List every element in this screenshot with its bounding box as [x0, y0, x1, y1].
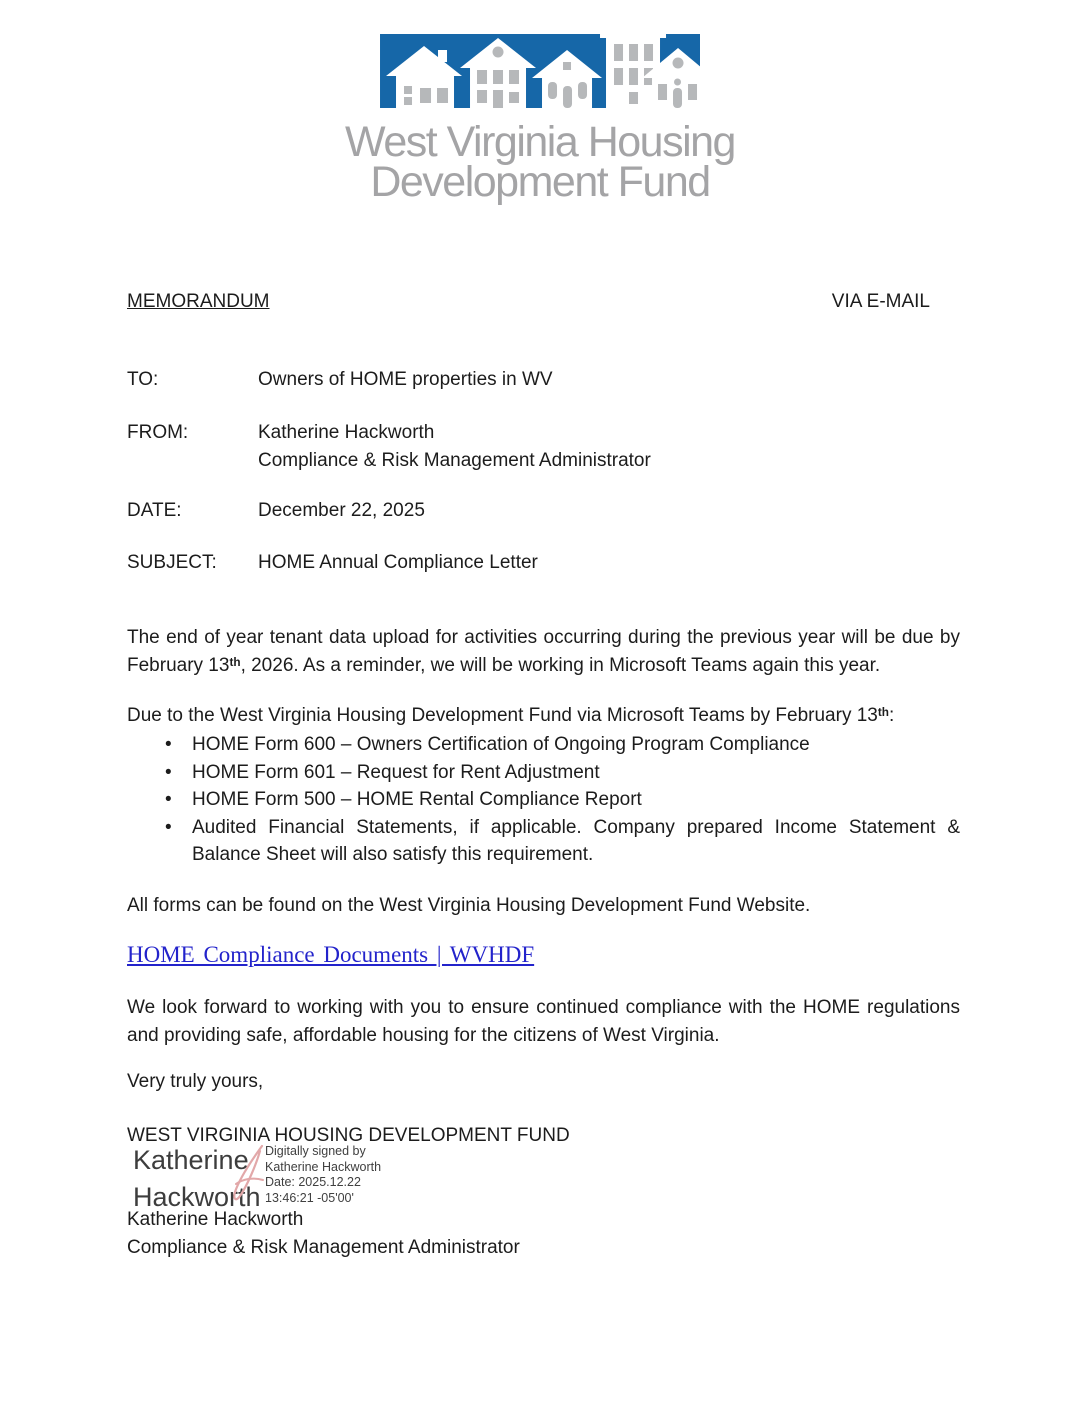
list-item: • Audited Financial Statements, if applicable. Company prepared Income Statement & Balance Sheet will also satisfy this requirement. [127, 814, 960, 869]
paragraph-due-items-colon: : [888, 705, 895, 726]
signature-display-name-line2: Hackworth [133, 1182, 261, 1212]
list-item: • HOME Form 601 – Request for Rent Adjustment [127, 759, 960, 787]
to-label: TO: [127, 369, 159, 390]
from-title: Compliance & Risk Management Administrator [258, 450, 651, 471]
signature-details [265, 1144, 381, 1206]
to-row [127, 366, 960, 394]
ordinal-superscript: th [229, 655, 241, 669]
logo-wordmark-line1: West Virginia Housing [345, 118, 735, 166]
subject-row [127, 549, 960, 577]
subject-label: SUBJECT: [127, 552, 217, 573]
signature-display-name-line1: Katherine [133, 1145, 249, 1175]
paragraph-deadline-text-cont: , 2026. As a reminder, we will be working in Microsoft Teams again this year. [240, 655, 881, 676]
wvhdf-logo [345, 30, 735, 206]
to-value: Owners of HOME properties in WV [258, 369, 553, 390]
houses-skyline-icon [380, 30, 700, 110]
valediction: Very truly yours, [127, 1071, 264, 1092]
home-compliance-documents-link[interactable]: HOME Compliance Documents | WVHDF [127, 942, 535, 967]
signature-details-line: Date: 2025.12.22 [265, 1175, 361, 1189]
from-name: Katherine Hackworth [258, 422, 435, 443]
paragraph-deadline-text: The end of year tenant data upload for activities occurring during the previous year will be due by February 13 [127, 627, 960, 676]
date-row [127, 497, 960, 525]
date-value: December 22, 2025 [258, 500, 425, 521]
date-label: DATE: [127, 500, 182, 521]
digital-signature-block [127, 1142, 960, 1212]
logo-wordmark [345, 118, 735, 206]
subject-value: HOME Annual Compliance Letter [258, 552, 538, 573]
acrobat-signature-flourish-icon [230, 1143, 268, 1207]
forms-location-note: All forms can be found on the West Virginia Housing Development Fund Website. [127, 895, 811, 916]
signature-details-line: Digitally signed by [265, 1144, 366, 1158]
paragraph-due-items-text: Due to the West Virginia Housing Development Fund via Microsoft Teams by February 13 [127, 705, 878, 726]
required-forms-list [127, 731, 960, 869]
paragraph-deadline [127, 624, 960, 682]
from-row [127, 419, 960, 475]
closing-paragraph: We look forward to working with you to ensure continued compliance with the HOME regulations and providing safe, affordable housing for the citizens of West Virginia. [127, 997, 960, 1046]
ordinal-superscript: th [877, 705, 889, 719]
paragraph-due-items [127, 702, 960, 732]
from-label: FROM: [127, 422, 189, 443]
list-item: • HOME Form 500 – HOME Rental Compliance Report [127, 786, 960, 814]
memorandum-heading: MEMORANDUM [127, 291, 270, 312]
organization-name-caps: WEST VIRGINIA HOUSING DEVELOPMENT FUND [127, 1125, 570, 1146]
list-item: • HOME Form 600 – Owners Certification of Ongoing Program Compliance [127, 731, 960, 759]
signer-name: Katherine Hackworth [127, 1209, 304, 1230]
memo-header-row [127, 288, 960, 316]
signer-title: Compliance & Risk Management Administrator [127, 1237, 520, 1258]
from-value [258, 419, 960, 475]
via-email-label: VIA E-MAIL [831, 291, 930, 312]
signature-details-line: Katherine Hackworth [265, 1159, 382, 1174]
logo-wordmark-line2: Development Fund [370, 158, 710, 206]
signature-details-line: 13:46:21 -05'00' [265, 1190, 354, 1205]
